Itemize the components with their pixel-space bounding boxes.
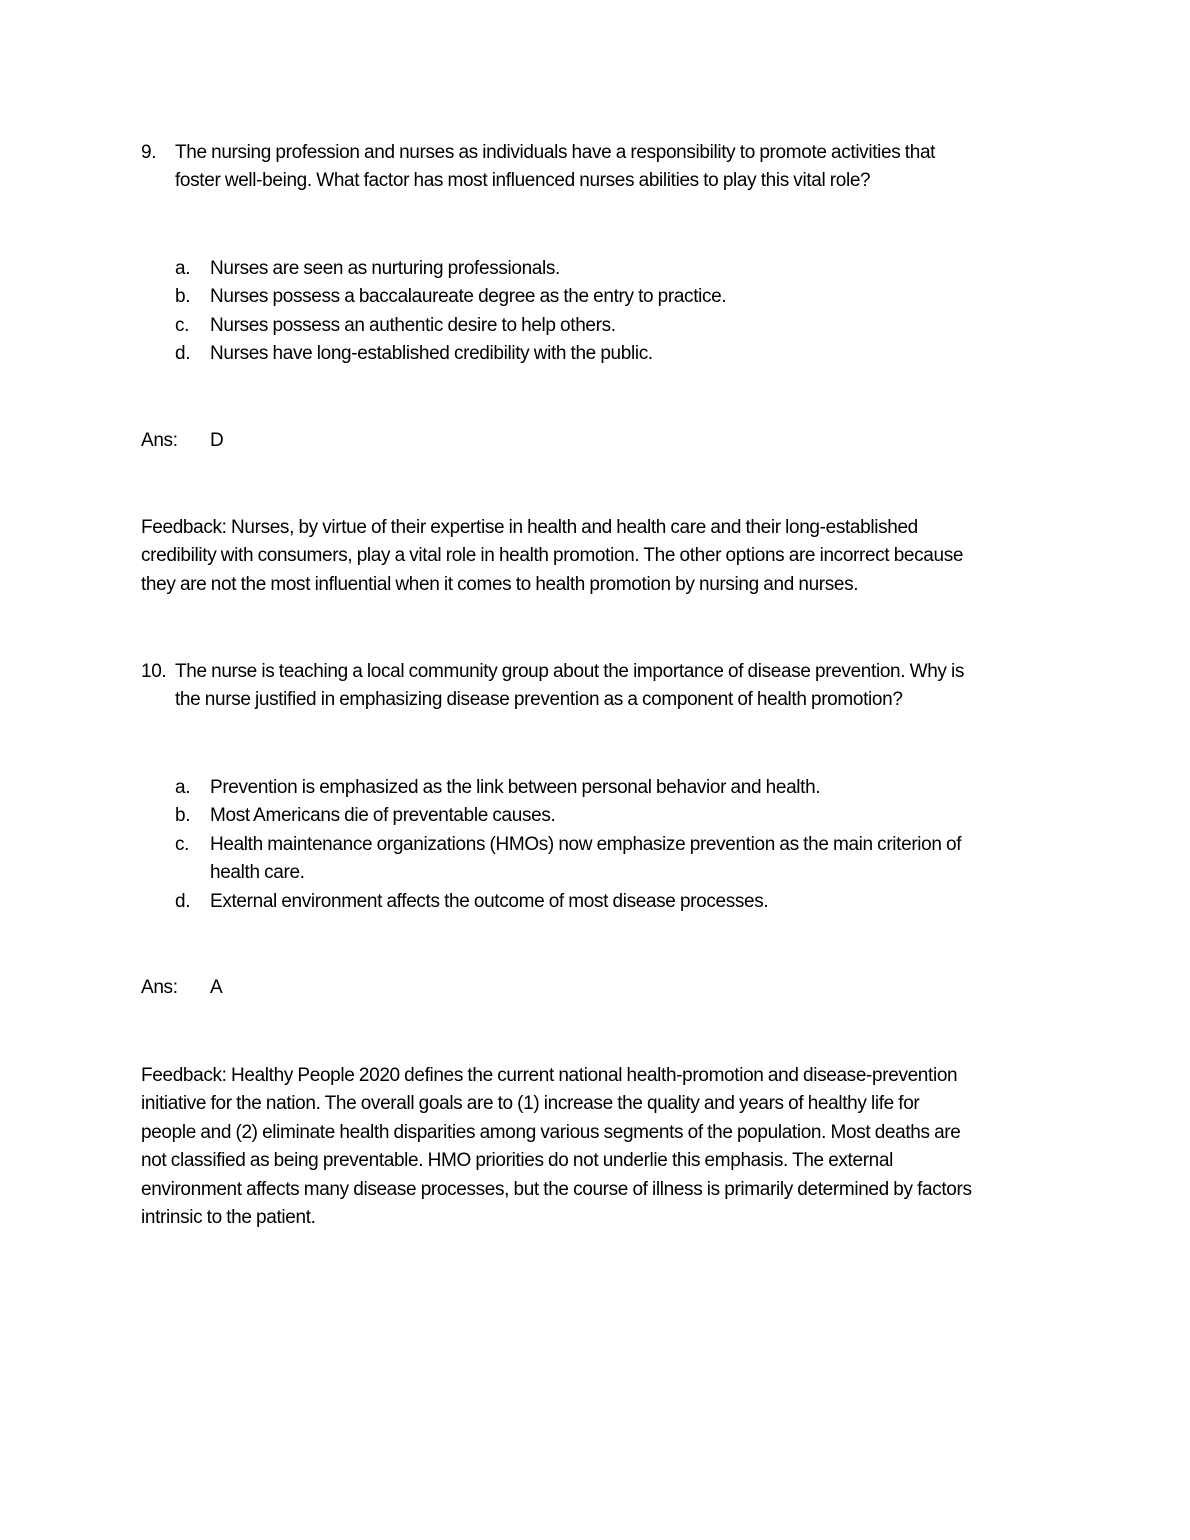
feedback-line: Feedback: Healthy People 2020 defines the current national health-promotion and disease-prevention	[141, 1065, 958, 1086]
answer-value: D	[210, 430, 224, 451]
option-text	[210, 283, 726, 311]
option-letter: c.	[175, 314, 190, 336]
option-text-line: Health maintenance organizations (HMOs) now emphasize prevention as the main criterion of	[210, 833, 962, 855]
option-text-line: Prevention is emphasized as the link between personal behavior and health.	[210, 777, 821, 798]
feedback-line: Feedback: Nurses, by virtue of their expertise in health and health care and their long-established	[141, 517, 918, 538]
feedback-line: people and (2) eliminate health disparities among various segments of the population. Most deaths are	[141, 1121, 961, 1143]
question-10-feedback	[141, 1062, 972, 1232]
option-text-line: health care.	[210, 862, 305, 884]
question-text-line: The nursing profession and nurses as individuals have a responsibility to promote activities that	[175, 142, 936, 163]
option-letter: b.	[175, 805, 191, 827]
option-text	[210, 340, 653, 368]
option-text-line: Nurses are seen as nurturing professionals.	[210, 258, 560, 279]
option-text	[210, 802, 555, 830]
option-text	[210, 888, 768, 916]
option-text	[210, 312, 616, 340]
option-text-line: Most Americans die of preventable causes.	[210, 805, 556, 827]
question-number: 10.	[141, 661, 167, 682]
question-text	[175, 658, 1055, 715]
answer-value: A	[210, 977, 223, 998]
feedback-line: credibility with consumers, play a vital role in health promotion. The other options are incorrect because	[141, 545, 964, 567]
option-text-line: Nurses possess a baccalaureate degree as the entry to practice.	[210, 286, 727, 308]
question-9-feedback	[141, 514, 963, 599]
option-text-line: Nurses possess an authentic desire to help others.	[210, 314, 616, 336]
option-text	[210, 774, 820, 802]
answer-label: Ans:	[141, 977, 178, 998]
feedback-line: intrinsic to the patient.	[141, 1207, 316, 1229]
option-text-line: Nurses have long-established credibility with the public.	[210, 343, 653, 365]
option-letter: d.	[175, 343, 191, 365]
option-letter: d.	[175, 890, 191, 912]
option-letter: a.	[175, 258, 191, 279]
question-text-line: the nurse justified in emphasizing disease prevention as a component of health promotion?	[175, 689, 903, 711]
option-text	[210, 255, 560, 283]
option-letter: b.	[175, 286, 191, 308]
question-text-line: foster well-being. What factor has most influenced nurses abilities to play this vital role?	[175, 170, 871, 192]
question-number: 9.	[141, 142, 157, 163]
option-text	[210, 831, 961, 888]
feedback-line: initiative for the nation. The overall goals are to (1) increase the quality and years of healthy life for	[141, 1093, 920, 1115]
answer-label: Ans:	[141, 430, 178, 451]
question-text	[175, 139, 1055, 196]
option-text-line: External environment affects the outcome of most disease processes.	[210, 890, 769, 912]
question-text-line: The nurse is teaching a local community group about the importance of disease prevention. Why is	[175, 661, 965, 682]
option-letter: c.	[175, 833, 190, 855]
feedback-line: environment affects many disease processes, but the course of illness is primarily determined by factors	[141, 1178, 972, 1200]
feedback-line: not classified as being preventable. HMO priorities do not underlie this emphasis. The external	[141, 1150, 893, 1172]
option-letter: a.	[175, 777, 191, 798]
feedback-line: they are not the most influential when it comes to health promotion by nursing and nurses.	[141, 573, 859, 595]
